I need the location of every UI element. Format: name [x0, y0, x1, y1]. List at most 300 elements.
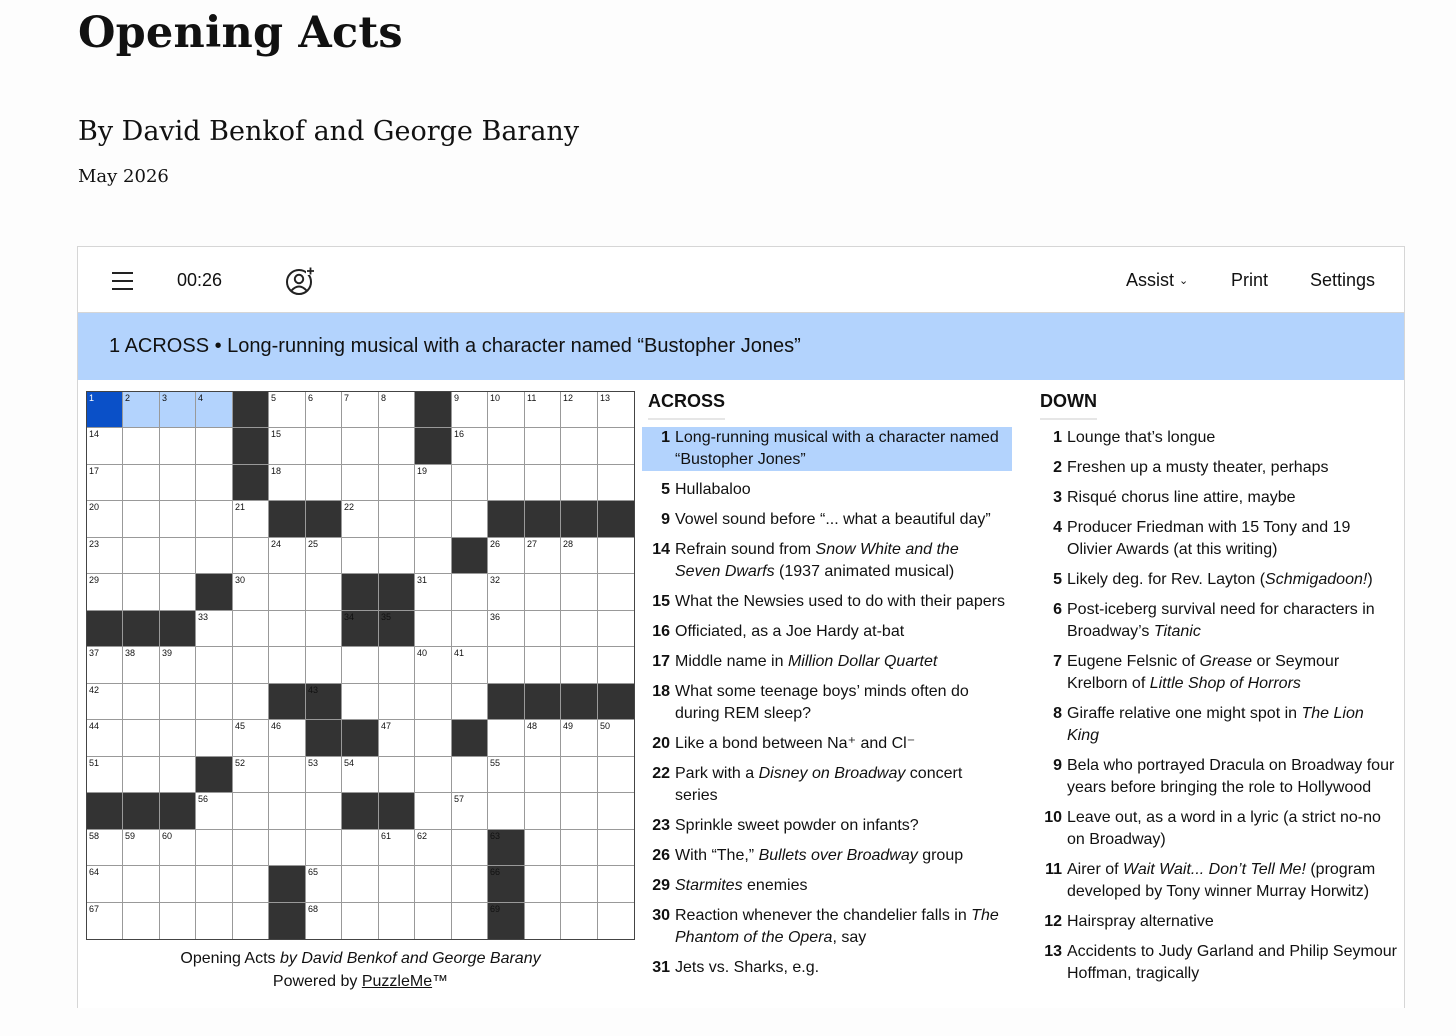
down-clue-6[interactable] [1034, 599, 1404, 643]
grid-cell[interactable] [379, 830, 415, 866]
grid-cell[interactable] [87, 574, 123, 611]
cell-number: 6 [308, 393, 314, 403]
grid-cell[interactable] [525, 757, 561, 793]
clue-text: Vowel sound before “... what a beautiful day” [675, 511, 991, 528]
grid-cell[interactable] [525, 428, 561, 465]
print-button[interactable]: Print [1231, 270, 1269, 290]
clue-number: 30 [652, 907, 670, 924]
grid-cell[interactable] [379, 501, 415, 538]
grid-cell-black [415, 392, 452, 428]
grid-cell[interactable] [233, 647, 269, 684]
assist-menu-button[interactable] [1126, 247, 1188, 313]
cell-number: 14 [89, 429, 100, 439]
grid-cell[interactable] [306, 465, 342, 501]
cell-number: 22 [344, 502, 355, 512]
clue-text: What the Newsies used to do with their papers [675, 593, 1005, 610]
grid-cell[interactable] [87, 720, 123, 757]
grid-cell[interactable] [87, 684, 123, 720]
down-clue-5[interactable] [1034, 569, 1404, 591]
grid-cell[interactable] [598, 574, 634, 611]
grid-cell[interactable] [561, 465, 598, 501]
grid-cell[interactable] [196, 611, 233, 647]
grid-cell[interactable] [196, 428, 233, 465]
down-clue-4[interactable] [1034, 517, 1404, 561]
grid-cell[interactable] [488, 392, 525, 428]
grid-cell[interactable] [123, 720, 160, 757]
clue-text: What some teenage boys’ minds often do during REM sleep? [675, 683, 969, 722]
grid-cell[interactable] [160, 392, 196, 428]
grid-cell[interactable] [160, 903, 196, 939]
grid-cell[interactable] [342, 866, 379, 903]
grid-cell[interactable] [87, 866, 123, 903]
grid-cell[interactable] [561, 793, 598, 830]
grid-cell[interactable] [561, 757, 598, 793]
grid-cell[interactable] [306, 392, 342, 428]
grid-cell[interactable] [379, 428, 415, 465]
clue-text: Risqué chorus line attire, maybe [1067, 489, 1296, 506]
grid-cell[interactable] [160, 465, 196, 501]
clue-number: 9 [1053, 757, 1062, 774]
clue-number: 1 [661, 429, 670, 446]
grid-cell[interactable] [598, 647, 634, 684]
grid-cell[interactable] [87, 757, 123, 793]
grid-cell[interactable] [196, 647, 233, 684]
grid-cell[interactable] [196, 465, 233, 501]
grid-cell[interactable] [379, 647, 415, 684]
down-clue-8[interactable] [1034, 703, 1404, 747]
cell-number: 5 [271, 393, 277, 403]
grid-cell[interactable] [598, 538, 634, 574]
clue-text: Like a bond between Na⁺ and Cl⁻ [675, 735, 916, 752]
grid-cell-black [488, 684, 525, 720]
grid-cell[interactable] [598, 757, 634, 793]
grid-cell[interactable] [598, 866, 634, 903]
grid-cell[interactable] [160, 866, 196, 903]
grid-cell[interactable] [87, 830, 123, 866]
grid-cell[interactable] [525, 392, 561, 428]
grid-cell[interactable] [561, 866, 598, 903]
grid-cell[interactable] [452, 793, 488, 830]
grid-cell[interactable] [379, 465, 415, 501]
cell-number: 11 [527, 393, 537, 403]
grid-cell[interactable] [269, 830, 306, 866]
grid-cell[interactable] [598, 793, 634, 830]
grid-cell[interactable] [342, 647, 379, 684]
cell-number: 44 [89, 721, 100, 731]
grid-cell[interactable] [598, 428, 634, 465]
clue-text: Leave out, as a word in a lyric (a strict no-no on Broadway) [1067, 809, 1381, 848]
grid-cell[interactable] [342, 830, 379, 866]
grid-cell-black [561, 501, 598, 538]
grid-cell[interactable] [123, 684, 160, 720]
grid-cell-black [415, 428, 452, 465]
grid-cell[interactable] [196, 903, 233, 939]
grid-cell[interactable] [160, 830, 196, 866]
grid-cell-black [123, 793, 160, 830]
cell-number: 26 [490, 539, 501, 549]
settings-button[interactable]: Settings [1310, 270, 1376, 290]
grid-cell[interactable] [269, 793, 306, 830]
clue-text: Jets vs. Sharks, e.g. [675, 959, 820, 976]
grid-cell[interactable] [525, 866, 561, 903]
grid-cell[interactable] [452, 611, 488, 647]
grid-cell[interactable] [415, 684, 452, 720]
grid-cell[interactable] [452, 392, 488, 428]
grid-cell[interactable] [160, 647, 196, 684]
grid-cell[interactable] [415, 866, 452, 903]
grid-cell[interactable] [306, 830, 342, 866]
grid-cell[interactable] [488, 611, 525, 647]
cell-number: 46 [271, 721, 282, 731]
grid-cell[interactable] [415, 647, 452, 684]
grid-cell[interactable] [379, 538, 415, 574]
down-clue-3[interactable] [1034, 487, 1404, 509]
grid-cell-black [379, 574, 415, 611]
grid-cell[interactable] [160, 720, 196, 757]
clue-number: 5 [1053, 571, 1062, 588]
cell-number: 37 [89, 648, 100, 658]
grid-cell[interactable] [233, 793, 269, 830]
grid-cell-black [196, 757, 233, 793]
grid-cell[interactable] [525, 611, 561, 647]
grid-cell[interactable] [123, 428, 160, 465]
across-clue-26[interactable] [642, 845, 1012, 867]
grid-cell[interactable] [561, 392, 598, 428]
grid-cell[interactable] [123, 574, 160, 611]
grid-cell[interactable] [415, 465, 452, 501]
grid-cell[interactable] [598, 392, 634, 428]
grid-cell[interactable] [306, 538, 342, 574]
cell-number: 3 [162, 393, 168, 403]
grid-cell[interactable] [160, 574, 196, 611]
add-player-icon[interactable] [283, 247, 317, 313]
grid-cell[interactable] [452, 684, 488, 720]
grid-cell[interactable] [233, 574, 269, 611]
clue-number: 5 [661, 481, 670, 498]
clue-number: 13 [1044, 943, 1062, 960]
grid-cell[interactable] [342, 501, 379, 538]
cell-number: 15 [271, 429, 282, 439]
across-clue-9[interactable] [642, 509, 1012, 531]
grid-cell[interactable] [160, 684, 196, 720]
grid-cell[interactable] [123, 757, 160, 793]
grid-cell[interactable] [123, 465, 160, 501]
grid-cell[interactable] [269, 465, 306, 501]
grid-cell[interactable] [561, 903, 598, 939]
clue-number: 31 [652, 959, 670, 976]
grid-cell[interactable] [123, 830, 160, 866]
grid-cell[interactable] [415, 720, 452, 757]
cell-number: 66 [490, 867, 501, 877]
grid-cell[interactable] [87, 428, 123, 465]
grid-cell[interactable] [306, 647, 342, 684]
grid-cell[interactable] [525, 793, 561, 830]
grid-cell[interactable] [342, 538, 379, 574]
grid-cell[interactable] [561, 647, 598, 684]
grid-cell[interactable] [196, 501, 233, 538]
down-clue-2[interactable] [1034, 457, 1404, 479]
grid-cell[interactable] [379, 392, 415, 428]
clue-text: Sprinkle sweet powder on infants? [675, 817, 919, 834]
grid-cell[interactable] [160, 757, 196, 793]
grid-cell[interactable] [196, 392, 233, 428]
grid-cell-black [269, 866, 306, 903]
grid-cell[interactable] [196, 793, 233, 830]
grid-cell[interactable] [196, 720, 233, 757]
down-clue-1[interactable] [1034, 427, 1404, 449]
grid-cell-black [306, 501, 342, 538]
grid-cell[interactable] [415, 903, 452, 939]
grid-cell[interactable] [379, 720, 415, 757]
cell-number: 36 [490, 612, 501, 622]
grid-cell[interactable] [233, 866, 269, 903]
grid-cell[interactable] [342, 903, 379, 939]
grid-cell[interactable] [452, 903, 488, 939]
down-clue-7[interactable] [1034, 651, 1404, 695]
grid-cell[interactable] [452, 830, 488, 866]
clue-text: Freshen up a musty theater, perhaps [1067, 459, 1329, 476]
grid-cell[interactable] [269, 611, 306, 647]
cell-number: 18 [271, 466, 282, 476]
cell-number: 33 [198, 612, 209, 622]
grid-cell-black [233, 428, 269, 465]
cell-number: 20 [89, 502, 100, 512]
grid-cell[interactable] [233, 501, 269, 538]
grid-cell-black [452, 538, 488, 574]
clue-text: Lounge that’s longue [1067, 429, 1216, 446]
grid-cell[interactable] [123, 866, 160, 903]
grid-cell[interactable] [269, 647, 306, 684]
clue-text: Accidents to Judy Garland and Philip Seymour Hoffman, tragically [1067, 943, 1397, 982]
grid-cell[interactable] [488, 465, 525, 501]
grid-cell[interactable] [196, 830, 233, 866]
cell-number: 49 [563, 721, 574, 731]
grid-cell[interactable] [561, 428, 598, 465]
grid-cell[interactable] [598, 720, 634, 757]
clue-text: With “The,” Bullets over Broadway group [675, 847, 964, 864]
grid-cell-black [342, 611, 379, 647]
cell-number: 65 [308, 867, 319, 877]
grid-cell[interactable] [123, 903, 160, 939]
grid-cell[interactable] [160, 501, 196, 538]
across-clue-14[interactable] [642, 539, 1012, 583]
grid-cell-black [488, 903, 525, 939]
grid-cell[interactable] [306, 428, 342, 465]
down-clue-10[interactable] [1034, 807, 1404, 851]
grid-cell[interactable] [306, 611, 342, 647]
grid-cell[interactable] [415, 611, 452, 647]
grid-cell[interactable] [306, 793, 342, 830]
grid-cell[interactable] [598, 830, 634, 866]
grid-cell[interactable] [452, 428, 488, 465]
grid-cell[interactable] [233, 903, 269, 939]
grid-cell[interactable] [488, 574, 525, 611]
timer[interactable]: 00:26 [177, 270, 223, 290]
grid-cell[interactable] [488, 428, 525, 465]
grid-cell[interactable] [452, 574, 488, 611]
across-clue-1[interactable] [642, 427, 1012, 471]
cell-number: 29 [89, 575, 100, 585]
cell-number: 57 [454, 794, 465, 804]
clue-number: 4 [1053, 519, 1062, 536]
grid-cell-black [160, 611, 196, 647]
grid-cell[interactable] [415, 538, 452, 574]
cell-number: 24 [271, 539, 282, 549]
across-clue-30[interactable] [642, 905, 1012, 949]
across-clue-15[interactable] [642, 591, 1012, 613]
cell-number: 12 [563, 393, 574, 403]
down-clue-12[interactable] [1034, 911, 1404, 933]
clue-text: Eugene Felsnic of Grease or Seymour Krelborn of Little Shop of Horrors [1067, 653, 1340, 692]
clue-number: 20 [652, 735, 670, 752]
grid-cell[interactable] [233, 684, 269, 720]
cell-number: 63 [490, 831, 501, 841]
grid-cell[interactable] [123, 392, 160, 428]
grid-cell[interactable] [525, 720, 561, 757]
grid-cell[interactable] [269, 720, 306, 757]
grid-cell[interactable] [488, 720, 525, 757]
grid-cell[interactable] [306, 757, 342, 793]
cell-number: 16 [454, 429, 465, 439]
grid-cell[interactable] [488, 757, 525, 793]
cell-number: 35 [381, 612, 392, 622]
grid-cell[interactable] [269, 538, 306, 574]
clue-text: Airer of Wait Wait... Don’t Tell Me! (program developed by Tony winner Murray Horwitz) [1067, 861, 1376, 900]
grid-cell[interactable] [561, 611, 598, 647]
grid-cell[interactable] [488, 647, 525, 684]
grid-cell[interactable] [306, 903, 342, 939]
grid-cell[interactable] [379, 903, 415, 939]
grid-cell[interactable] [306, 866, 342, 903]
grid-cell[interactable] [123, 647, 160, 684]
grid-cell[interactable] [160, 428, 196, 465]
cell-number: 23 [89, 539, 100, 549]
cell-number: 19 [417, 466, 428, 476]
grid-cell[interactable] [415, 501, 452, 538]
grid-cell[interactable] [488, 793, 525, 830]
grid-cell[interactable] [306, 574, 342, 611]
across-clue-29[interactable] [642, 875, 1012, 897]
grid-cell[interactable] [342, 392, 379, 428]
grid-cell[interactable] [452, 501, 488, 538]
grid-cell[interactable] [525, 830, 561, 866]
grid-cell[interactable] [87, 538, 123, 574]
grid-cell[interactable] [415, 830, 452, 866]
across-clue-20[interactable] [642, 733, 1012, 755]
grid-cell[interactable] [233, 538, 269, 574]
down-clue-13[interactable] [1034, 941, 1404, 985]
grid-cell[interactable] [525, 538, 561, 574]
grid-cell[interactable] [488, 538, 525, 574]
grid-cell[interactable] [196, 684, 233, 720]
grid-cell[interactable] [196, 538, 233, 574]
grid-cell[interactable] [269, 757, 306, 793]
cell-number: 25 [308, 539, 319, 549]
across-clue-31[interactable] [642, 957, 1012, 979]
clue-text: Hullabaloo [675, 481, 751, 498]
hamburger-menu-icon[interactable] [108, 247, 138, 313]
clue-number: 22 [652, 765, 670, 782]
grid-cell[interactable] [269, 574, 306, 611]
grid-cell[interactable] [415, 574, 452, 611]
grid-cell-black [306, 684, 342, 720]
grid-cell[interactable] [379, 684, 415, 720]
across-clue-23[interactable] [642, 815, 1012, 837]
grid-cell[interactable] [269, 392, 306, 428]
cell-number: 68 [308, 904, 319, 914]
cell-number: 9 [454, 393, 460, 403]
puzzleme-link[interactable]: PuzzleMe [361, 973, 433, 990]
grid-cell[interactable] [379, 866, 415, 903]
grid-cell[interactable] [525, 574, 561, 611]
cell-number: 54 [344, 758, 355, 768]
grid-cell-black [488, 866, 525, 903]
grid-cell[interactable] [233, 830, 269, 866]
grid-cell[interactable] [561, 574, 598, 611]
across-clue-17[interactable] [642, 651, 1012, 673]
grid-cell[interactable] [160, 538, 196, 574]
cell-number: 60 [162, 831, 173, 841]
grid-cell[interactable] [415, 757, 452, 793]
grid-cell[interactable] [452, 866, 488, 903]
grid-cell[interactable] [87, 903, 123, 939]
grid-cell[interactable] [342, 465, 379, 501]
across-clue-5[interactable] [642, 479, 1012, 501]
grid-cell[interactable] [525, 465, 561, 501]
grid-cell[interactable] [561, 538, 598, 574]
grid-cell[interactable] [342, 684, 379, 720]
grid-cell[interactable] [525, 647, 561, 684]
grid-cell[interactable] [342, 428, 379, 465]
grid-cell[interactable] [379, 757, 415, 793]
grid-cell[interactable] [415, 793, 452, 830]
grid-cell[interactable] [123, 538, 160, 574]
cell-number: 56 [198, 794, 209, 804]
clue-number: 17 [652, 653, 670, 670]
grid-cell[interactable] [561, 720, 598, 757]
puzzle-byline: By David Benkof and George Barany [78, 116, 580, 147]
across-clue-18[interactable] [642, 681, 1012, 725]
down-clue-11[interactable] [1034, 859, 1404, 903]
grid-cell[interactable] [452, 465, 488, 501]
across-clue-22[interactable] [642, 763, 1012, 807]
grid-cell[interactable] [598, 465, 634, 501]
down-clue-9[interactable] [1034, 755, 1404, 799]
grid-cell[interactable] [233, 720, 269, 757]
grid-cell[interactable] [233, 611, 269, 647]
grid-cell[interactable] [196, 866, 233, 903]
grid-cell[interactable] [87, 501, 123, 538]
cell-number: 1 [89, 393, 95, 403]
grid-cell[interactable] [87, 647, 123, 684]
grid-cell[interactable] [452, 647, 488, 684]
grid-cell[interactable] [598, 611, 634, 647]
grid-cell[interactable] [87, 465, 123, 501]
grid-cell[interactable] [123, 501, 160, 538]
grid-cell[interactable] [269, 428, 306, 465]
cell-number: 50 [600, 721, 611, 731]
across-clue-16[interactable] [642, 621, 1012, 643]
cell-number: 51 [89, 758, 100, 768]
grid-cell-black [233, 465, 269, 501]
grid-cell[interactable] [87, 392, 123, 428]
grid-cell[interactable] [452, 757, 488, 793]
grid-cell[interactable] [342, 757, 379, 793]
grid-cell[interactable] [525, 903, 561, 939]
grid-cell[interactable] [561, 830, 598, 866]
grid-cell[interactable] [233, 757, 269, 793]
grid-cell[interactable] [598, 903, 634, 939]
